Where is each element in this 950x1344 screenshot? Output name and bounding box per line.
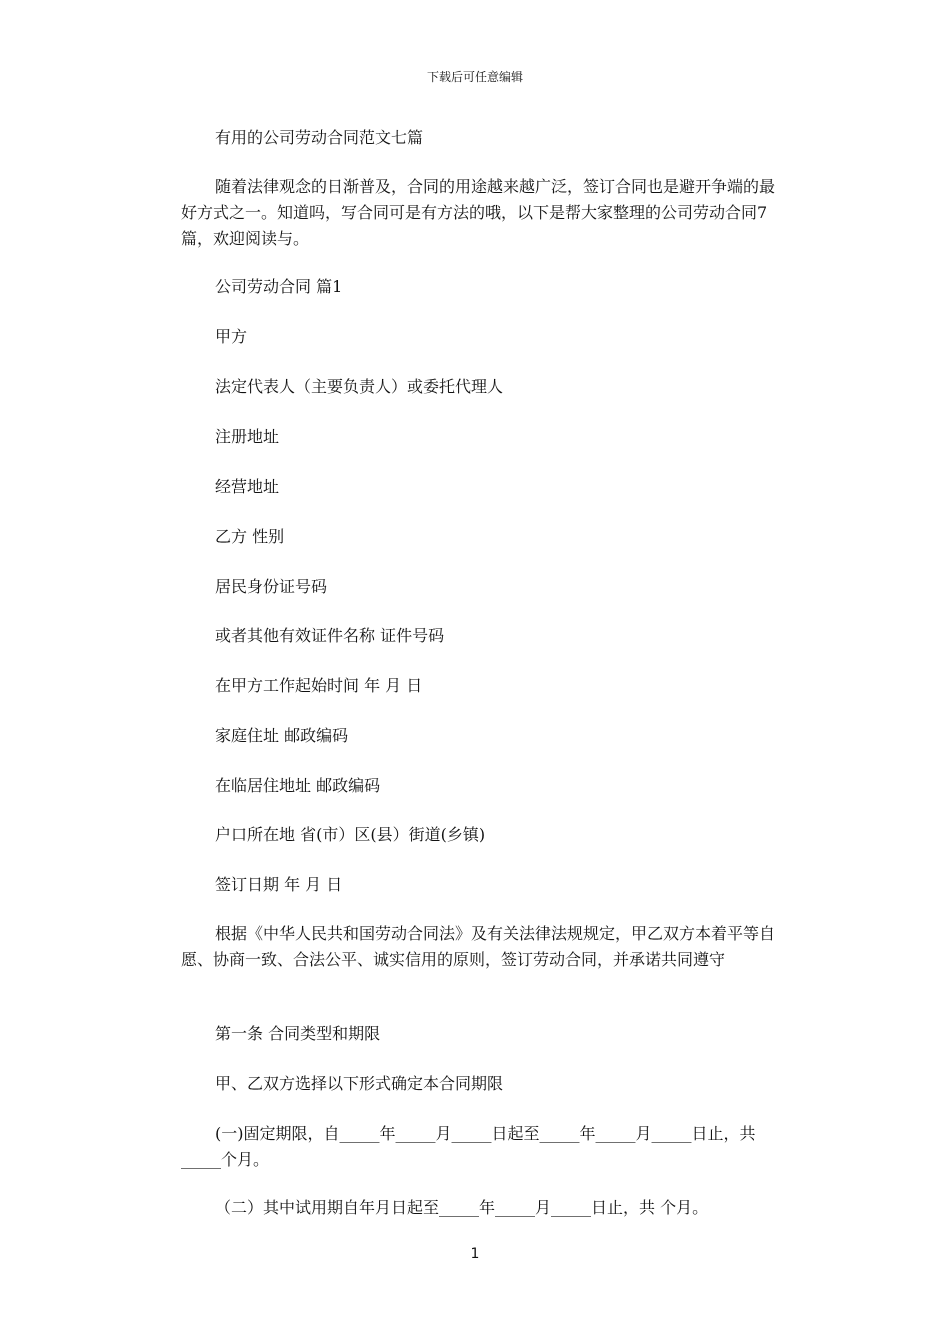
intro-paragraph: 随着法律观念的日渐普及，合同的用途越来越广泛，签订合同也是避开争端的最好方式之一。知道吗，写合同可是有方法的哦，以下是帮大家整理的公司劳动合同7篇，欢迎阅读与。 <box>181 177 776 248</box>
page-number: 1 <box>470 1246 480 1262</box>
hukou-line: 户口所在地 省(市）区(县）街道(乡镇) <box>215 825 486 844</box>
party-b-line: 乙方 性别 <box>215 527 285 546</box>
home-address-line: 家庭住址 邮政编码 <box>215 726 349 745</box>
other-id-line: 或者其他有效证件名称 证件号码 <box>215 626 445 645</box>
page-header: 下载后可任意编辑 <box>426 70 523 84</box>
doc-title: 有用的公司劳动合同范文七篇 <box>215 128 424 147</box>
article-heading: 第一条 合同类型和期限 <box>215 1024 381 1043</box>
term-choice-line: 甲、乙双方选择以下形式确定本合同期限 <box>215 1074 504 1093</box>
legal-rep-line: 法定代表人（主要负责人）或委托代理人 <box>215 377 504 396</box>
reg-address-line: 注册地址 <box>215 427 280 446</box>
fixed-term-paragraph: (一)固定期限，自_____年_____月_____日起至_____年_____月_____日止，共_____个月。 <box>181 1124 756 1169</box>
temp-address-line: 在临居住地址 邮政编码 <box>215 776 381 795</box>
party-a-line: 甲方 <box>215 327 248 346</box>
business-address-line: 经营地址 <box>215 477 280 496</box>
id-number-line: 居民身份证号码 <box>215 577 328 596</box>
legal-basis-paragraph: 根据《中华人民共和国劳动合同法》及有关法律法规规定，甲乙双方本着平等自愿、协商一致、合法公平、诚实信用的原则，签订劳动合同，并承诺共同遵守 <box>181 924 776 969</box>
section-heading: 公司劳动合同 篇1 <box>215 277 343 296</box>
start-time-line: 在甲方工作起始时间 年 月 日 <box>215 676 423 695</box>
probation-line: （二）其中试用期自年月日起至_____年_____月_____日止，共 个月。 <box>215 1198 709 1217</box>
sign-date-line: 签订日期 年 月 日 <box>215 875 343 894</box>
